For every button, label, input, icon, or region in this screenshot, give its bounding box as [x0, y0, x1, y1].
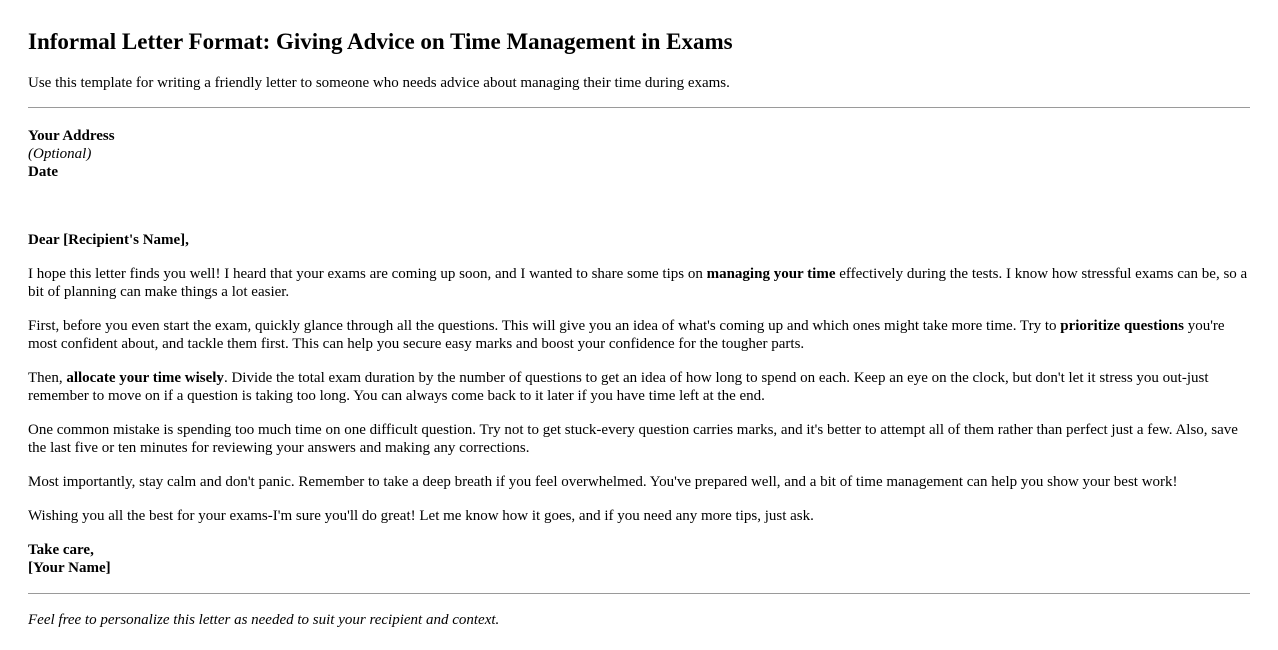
page-title: Informal Letter Format: Giving Advice on Time Management in Exams	[28, 29, 733, 54]
paragraph-1	[28, 265, 1250, 301]
paragraph-1-emphasis: managing your time	[706, 266, 836, 282]
footer-note: Feel free to personalize this letter as needed to suit your recipient and context.	[28, 612, 500, 628]
greeting: Dear [Recipient's Name],	[28, 232, 189, 248]
divider-bottom	[28, 593, 1250, 594]
signature: [Your Name]	[28, 560, 111, 576]
paragraph-2-text-c: you're most confident about, and tackle them first. This can help you secure easy marks and boost your confidence for the tougher parts.	[28, 318, 1225, 352]
your-address-label: Your Address	[28, 128, 115, 144]
paragraph-2	[28, 317, 1250, 353]
date-label: Date	[28, 164, 58, 180]
paragraph-3	[28, 369, 1250, 405]
paragraph-2-emphasis: prioritize questions	[1060, 318, 1184, 334]
closing: Take care,	[28, 542, 94, 558]
paragraph-1-text-a: I hope this letter finds you well! I heard that your exams are coming up soon, and I wanted to share some tips on	[28, 266, 707, 282]
address-block	[28, 127, 1250, 181]
paragraph-6: Wishing you all the best for your exams-I'm sure you'll do great! Let me know how it goes, and if you need any more tips, just ask.	[28, 508, 814, 524]
optional-label: (Optional)	[28, 146, 92, 162]
intro-text: Use this template for writing a friendly letter to someone who needs advice about managing their time during exams.	[28, 75, 730, 91]
paragraph-1-text-c: effectively during the tests. I know how stressful exams can be, so a bit of planning can make things a lot easier.	[28, 266, 1248, 300]
paragraph-2-text-a: First, before you even start the exam, quickly glance through all the questions. This will give you an idea of what's coming up and which ones might take more time. Try to	[28, 318, 1061, 334]
paragraph-3-text-c: . Divide the total exam duration by the number of questions to get an idea of how long to spend on each. Keep an eye on the clock, but don't let it stress you out-just remember to move on if a question is taking too long. You can always come back to it later if you have time left at the end.	[28, 370, 1209, 404]
paragraph-3-text-a: Then,	[28, 370, 67, 386]
paragraph-5: Most importantly, stay calm and don't panic. Remember to take a deep breath if you feel overwhelmed. You've prepared well, and a bit of time management can help you show your best work!	[28, 474, 1178, 490]
paragraph-3-emphasis: allocate your time wisely	[66, 370, 224, 386]
divider-top	[28, 107, 1250, 108]
signoff-block	[28, 541, 1250, 577]
paragraph-4: One common mistake is spending too much time on one difficult question. Try not to get stuck-every question carries marks, and it's better to attempt all of them rather than perfect just a few. Also, save the last five or ten minutes for reviewing your answers and making any corrections.	[28, 422, 1238, 456]
